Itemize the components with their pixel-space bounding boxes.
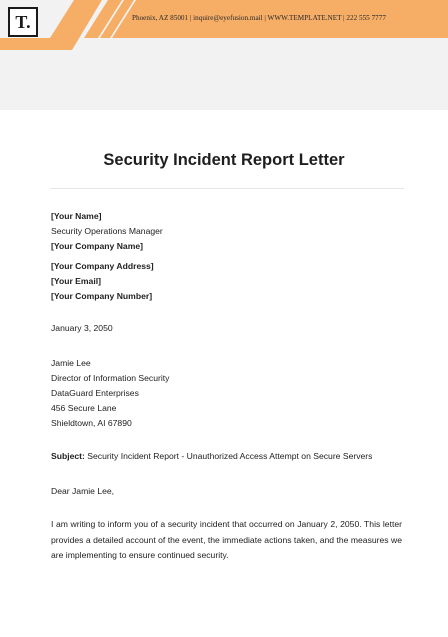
recipient-company: DataGuard Enterprises xyxy=(51,388,139,398)
sender-company-number: [Your Company Number] xyxy=(51,291,153,301)
subject-text: Security Incident Report - Unauthorized Access Attempt on Secure Servers xyxy=(84,451,373,461)
recipient-city: Shieldtown, AI 67890 xyxy=(51,418,132,428)
recipient-title: Director of Information Security xyxy=(51,373,170,383)
subject-label: Subject: xyxy=(51,451,85,461)
salutation: Dear Jamie Lee, xyxy=(51,486,115,496)
subject-line xyxy=(51,451,372,462)
recipient-name: Jamie Lee xyxy=(51,358,91,368)
letter-date: January 3, 2050 xyxy=(51,323,113,333)
sender-company-address: [Your Company Address] xyxy=(51,261,154,271)
sender-name: [Your Name] xyxy=(51,211,102,221)
sender-email: [Your Email] xyxy=(51,276,101,286)
accent-stripes-graphic xyxy=(0,0,448,50)
body-paragraph: I am writing to inform you of a security incident that occurred on January 2, 2050. This letter provides a detailed account of the event, the immediate actions taken, and the measures we are implementing to ensure continued security. xyxy=(51,519,402,560)
contact-line: Phoenix, AZ 85001 | inquire@eyefusion.mail | WWW.TEMPLATE.NET | 222 555 7777 xyxy=(132,14,386,22)
sender-company-name: [Your Company Name] xyxy=(51,241,143,251)
sender-role: Security Operations Manager xyxy=(51,226,163,236)
header-accent-bar xyxy=(0,0,448,50)
page-title: Security Incident Report Letter xyxy=(103,151,345,169)
logo-mark: T. xyxy=(8,7,38,37)
title-divider xyxy=(50,188,404,189)
recipient-street: 456 Secure Lane xyxy=(51,403,117,413)
